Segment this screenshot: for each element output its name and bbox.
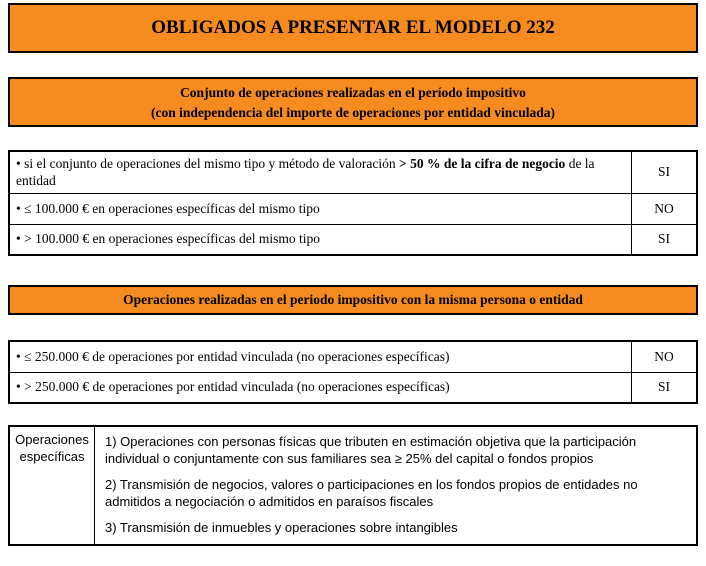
section2-header: Operaciones realizadas en el periodo impositivo con la misma persona o entidad — [8, 285, 698, 315]
condition-text: • ≤ 250.000 € de operaciones por entidad vinculada (no operaciones específicas) — [9, 341, 632, 372]
list-item: 3) Transmisión de inmuebles y operaciones sobre intangibles — [105, 520, 458, 535]
condition-text-post: de la entidad — [16, 156, 595, 189]
list-item: 2) Transmisión de negocios, valores o participaciones en los fondos propios de entidades no admitidos a negociación o admitidos en paraísos fiscales — [105, 477, 638, 509]
list-item: 1) Operaciones con personas físicas que tributen en estimación objetiva que la participación individual o conjuntamente con sus familiares sea ≥ 25% del capital o fondos propios — [105, 434, 637, 466]
specific-operations-label: Operaciones específicas — [9, 426, 95, 545]
specific-operations-list — [95, 426, 698, 545]
section1-header-line2: (con independencia del importe de operaciones por entidad vinculada) — [150, 105, 556, 120]
condition-text: • > 250.000 € de operaciones por entidad vinculada (no operaciones específicas) — [9, 372, 632, 403]
condition-value: NO — [632, 193, 698, 224]
condition-text — [9, 151, 632, 193]
condition-text-pre: • si el conjunto de operaciones del mismo tipo y método de valoración — [16, 156, 400, 172]
table-row — [9, 426, 697, 545]
section1-header-line1: Conjunto de operaciones realizadas en el período impositivo — [180, 85, 526, 100]
condition-value: NO — [632, 341, 698, 372]
table-row — [9, 151, 697, 193]
table-row — [9, 341, 697, 372]
table-row — [9, 372, 697, 403]
condition-value: SI — [632, 372, 698, 403]
section1-table — [8, 150, 698, 256]
condition-text: • ≤ 100.000 € en operaciones específicas del mismo tipo — [9, 193, 632, 224]
section2-table — [8, 340, 698, 404]
section3-table — [8, 425, 698, 546]
condition-value: SI — [632, 151, 698, 193]
table-row — [9, 193, 697, 224]
condition-text: • > 100.000 € en operaciones específicas del mismo tipo — [9, 224, 632, 255]
condition-text-bold: > 50 % de la cifra de negocio — [399, 156, 566, 172]
condition-value: SI — [632, 224, 698, 255]
table-row — [9, 224, 697, 255]
section1-header — [8, 77, 698, 127]
page-title: OBLIGADOS A PRESENTAR EL MODELO 232 — [8, 3, 698, 53]
